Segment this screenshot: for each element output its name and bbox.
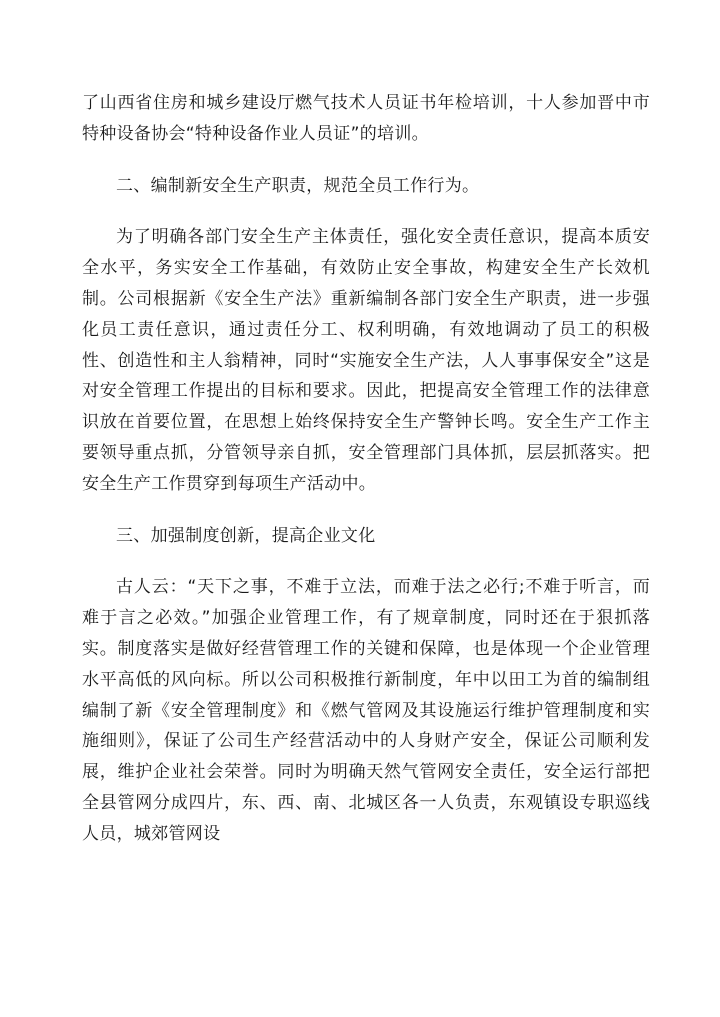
document-page <box>82 88 650 850</box>
paragraph-gap <box>82 551 650 572</box>
section-heading-safety-duties: 二、编制新安全生产职责，规范全员工作行为。 <box>116 175 480 196</box>
paragraph-gap <box>82 500 650 521</box>
paragraph-safety-duties: 为了明确各部门安全生产主体责任，强化安全责任意识，提高本质安全水平，务实安全工作基础，有效防止安全事故，构建安全生产长效机制。公司根据新《安全生产法》重新编制各部门安全生产职责，进一步强化员工责任意识，通过责任分工、权利明确，有效地调动了员工的积极性、创造性和主人翁精神，同时“实施安全生产法，人人事事保安全”这是对安全管理工作提出的目标和要求。因此，把提高安全管理工作的法律意识放在首要位置，在思想上始终保持安全生产警钟长鸣。安全生产工作主要领导重点抓，分管领导亲自抓，安全管理部门具体抓，层层抓落实。把安全生产工作贯穿到每项生产活动中。 <box>82 227 650 494</box>
paragraph-system-innovation: 古人云：“天下之事，不难于立法，而难于法之必行;不难于听言，而难于言之必效。”加强企业管理工作，有了规章制度，同时还在于狠抓落实。制度落实是做好经营管理工作的关键和保障，也是体现一个企业管理水平高低的风向标。所以公司积极推行新制度，年中以田工为首的编制组编制了新《安全管理制度》和《燃气管网及其设施运行维护管理制度和实施细则》，保证了公司生产经营活动中的人身财产安全，保证公司顺利发展，维护企业社会荣誉。同时为明确天然气管网安全责任，安全运行部把全县管网分成四片，东、西、南、北城区各一人负责，东观镇设专职巡线人员，城郊管网设 <box>82 577 650 844</box>
paragraph-training-intro: 了山西省住房和城乡建设厅燃气技术人员证书年检培训，十人参加晋中市特种设备协会“特种设备作业人员证”的培训。 <box>82 93 650 144</box>
section-heading-system-innovation: 三、加强制度创新，提高企业文化 <box>116 525 376 546</box>
paragraph-gap <box>82 201 650 222</box>
paragraph-gap <box>82 150 650 171</box>
